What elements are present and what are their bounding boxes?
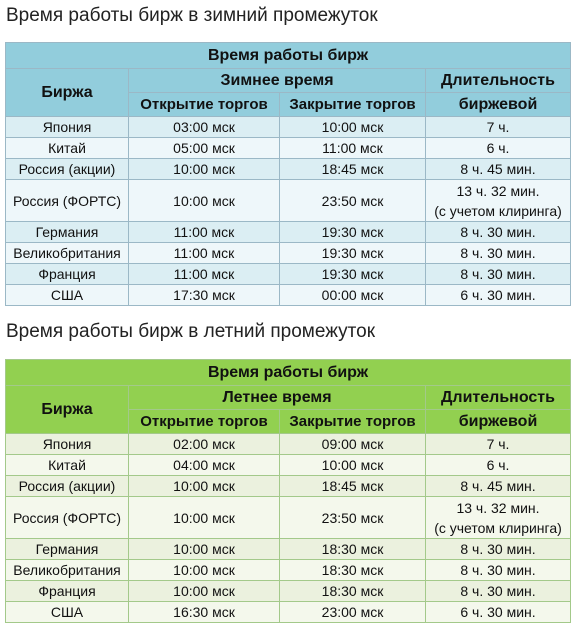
cell-duration: 8 ч. 30 мин. — [426, 264, 571, 285]
table-row — [6, 497, 571, 539]
table-row — [6, 285, 571, 306]
table-row — [6, 476, 571, 497]
cell-close-time: 18:30 мск — [280, 539, 426, 560]
cell-close-time: 19:30 мск — [280, 264, 426, 285]
cell-duration: 8 ч. 45 мин. — [426, 476, 571, 497]
table-row — [6, 581, 571, 602]
column-header-close: Закрытие торгов — [280, 93, 426, 117]
cell-close-time: 19:30 мск — [280, 243, 426, 264]
summer-schedule-table — [5, 359, 571, 623]
cell-open-time: 10:00 мск — [129, 497, 280, 539]
cell-duration: 6 ч. 30 мин. — [426, 602, 571, 623]
table-row — [6, 434, 571, 455]
table-row — [6, 560, 571, 581]
cell-duration: 8 ч. 30 мин. — [426, 560, 571, 581]
column-header-close: Закрытие торгов — [280, 410, 426, 434]
cell-close-time: 18:30 мск — [280, 560, 426, 581]
cell-close-time: 23:50 мск — [280, 497, 426, 539]
table-title: Время работы бирж — [6, 43, 571, 69]
summer-section-title: Время работы бирж в летний промежуток — [6, 321, 376, 342]
cell-duration: 7 ч. — [426, 117, 571, 138]
cell-close-time: 10:00 мск — [280, 117, 426, 138]
cell-close-time: 09:00 мск — [280, 434, 426, 455]
cell-duration — [426, 180, 571, 222]
cell-duration-note: (с учетом клиринга) — [434, 202, 562, 219]
cell-close-time: 18:45 мск — [280, 159, 426, 180]
cell-duration: 7 ч. — [426, 434, 571, 455]
cell-open-time: 17:30 мск — [129, 285, 280, 306]
table-row — [6, 243, 571, 264]
cell-exchange: Франция — [6, 264, 129, 285]
cell-duration: 6 ч. — [426, 455, 571, 476]
cell-duration: 6 ч. 30 мин. — [426, 285, 571, 306]
column-header-exchange: Биржа — [6, 386, 129, 434]
winter-section-title: Время работы бирж в зимний промежуток — [6, 5, 378, 26]
cell-exchange: Япония — [6, 117, 129, 138]
cell-duration: 6 ч. — [426, 138, 571, 159]
cell-exchange: Великобритания — [6, 560, 129, 581]
column-header-exchange: Биржа — [6, 69, 129, 117]
cell-close-time: 11:00 мск — [280, 138, 426, 159]
cell-close-time: 23:50 мск — [280, 180, 426, 222]
table-row — [6, 180, 571, 222]
table-row — [6, 455, 571, 476]
cell-open-time: 03:00 мск — [129, 117, 280, 138]
table-row — [6, 539, 571, 560]
cell-close-time: 23:00 мск — [280, 602, 426, 623]
cell-open-time: 10:00 мск — [129, 539, 280, 560]
cell-duration: 8 ч. 30 мин. — [426, 539, 571, 560]
table-title: Время работы бирж — [6, 360, 571, 386]
cell-duration: 8 ч. 45 мин. — [426, 159, 571, 180]
season-header: Летнее время — [129, 386, 426, 410]
cell-close-time: 19:30 мск — [280, 222, 426, 243]
cell-open-time: 10:00 мск — [129, 581, 280, 602]
column-header-duration-line2: биржевой — [426, 93, 571, 117]
cell-open-time: 11:00 мск — [129, 222, 280, 243]
cell-open-time: 16:30 мск — [129, 602, 280, 623]
table-row — [6, 222, 571, 243]
cell-exchange: Россия (ФОРТС) — [6, 180, 129, 222]
cell-exchange: Франция — [6, 581, 129, 602]
cell-exchange: Китай — [6, 455, 129, 476]
cell-exchange: США — [6, 602, 129, 623]
column-header-open: Открытие торгов — [129, 93, 280, 117]
table-row — [6, 159, 571, 180]
cell-open-time: 04:00 мск — [129, 455, 280, 476]
column-header-duration-line1: Длительность — [426, 386, 571, 410]
cell-open-time: 02:00 мск — [129, 434, 280, 455]
cell-duration — [426, 497, 571, 539]
cell-exchange: Германия — [6, 222, 129, 243]
cell-open-time: 10:00 мск — [129, 560, 280, 581]
cell-open-time: 05:00 мск — [129, 138, 280, 159]
table-row — [6, 264, 571, 285]
cell-close-time: 18:30 мск — [280, 581, 426, 602]
cell-exchange: США — [6, 285, 129, 306]
cell-duration: 8 ч. 30 мин. — [426, 222, 571, 243]
cell-exchange: Россия (акции) — [6, 159, 129, 180]
cell-open-time: 10:00 мск — [129, 180, 280, 222]
cell-close-time: 18:45 мск — [280, 476, 426, 497]
cell-duration: 8 ч. 30 мин. — [426, 581, 571, 602]
cell-close-time: 00:00 мск — [280, 285, 426, 306]
column-header-duration-line1: Длительность — [426, 69, 571, 93]
cell-exchange: Китай — [6, 138, 129, 159]
winter-schedule-table — [5, 42, 571, 306]
cell-open-time: 11:00 мск — [129, 264, 280, 285]
cell-duration: 8 ч. 30 мин. — [426, 243, 571, 264]
season-header: Зимнее время — [129, 69, 426, 93]
cell-exchange: Россия (ФОРТС) — [6, 497, 129, 539]
column-header-open: Открытие торгов — [129, 410, 280, 434]
cell-duration-value: 13 ч. 32 мин. — [456, 182, 540, 199]
cell-open-time: 10:00 мск — [129, 476, 280, 497]
cell-exchange: Германия — [6, 539, 129, 560]
cell-duration-note: (с учетом клиринга) — [434, 519, 562, 536]
table-row — [6, 117, 571, 138]
cell-exchange: Япония — [6, 434, 129, 455]
cell-close-time: 10:00 мск — [280, 455, 426, 476]
cell-exchange: Великобритания — [6, 243, 129, 264]
cell-exchange: Россия (акции) — [6, 476, 129, 497]
table-row — [6, 138, 571, 159]
cell-open-time: 11:00 мск — [129, 243, 280, 264]
cell-open-time: 10:00 мск — [129, 159, 280, 180]
cell-duration-value: 13 ч. 32 мин. — [456, 499, 540, 516]
table-row — [6, 602, 571, 623]
column-header-duration-line2: биржевой — [426, 410, 571, 434]
